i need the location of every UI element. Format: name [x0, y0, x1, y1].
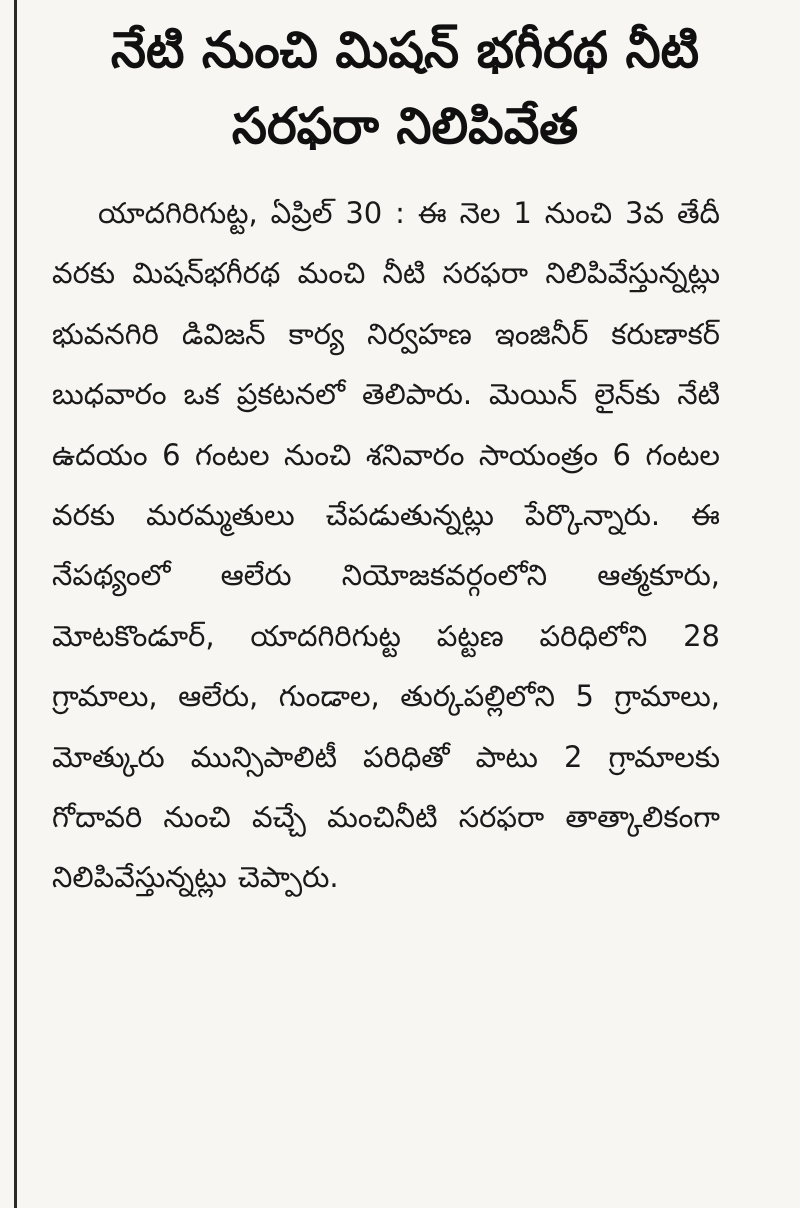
article-body: యాదగిరిగుట్ట, ఏప్రిల్ 30 : ఈ నెల 1 నుంచి 3వ తేదీ వరకు మిషన్‌భగీరథ మంచి నీటి సరఫరా నిలిపివేస్తున్నట్లు భువనగిరి డివిజన్ కార్య నిర్వహణ ఇంజినీర్ కరుణాకర్ బుధవారం ఒక ప్రకటనలో తెలిపారు. మెయిన్ లైన్‌కు నేటి ఉదయం 6 గంటల నుంచి శనివారం సాయంత్రం 6 గంటల వరకు మరమ్మతులు చేపడుతున్నట్లు పేర్కొన్నారు. ఈ నేపథ్యంలో ఆలేరు నియోజకవర్గంలోని ఆత్మకూరు, మోటకొండూర్, యాదగిరిగుట్ట పట్టణ పరిధిలోని 28 గ్రామాలు, ఆలేరు, గుండాల, తుర్కపల్లిలోని 5 గ్రామాలు, మోత్కురు మున్సిపాలిటీ పరిధితో పాటు 2 గ్రామాలకు గోదావరి నుంచి వచ్చే మంచినీటి సరఫరా తాత్కాలికంగా నిలిపివేస్తున్నట్లు చెప్పారు.	[52, 196, 720, 895]
article-headline: నేటి నుంచి మిషన్ భగీరథ నీటి సరఫరా నిలిపివేత	[110, 21, 700, 155]
column-rule	[14, 0, 17, 1208]
